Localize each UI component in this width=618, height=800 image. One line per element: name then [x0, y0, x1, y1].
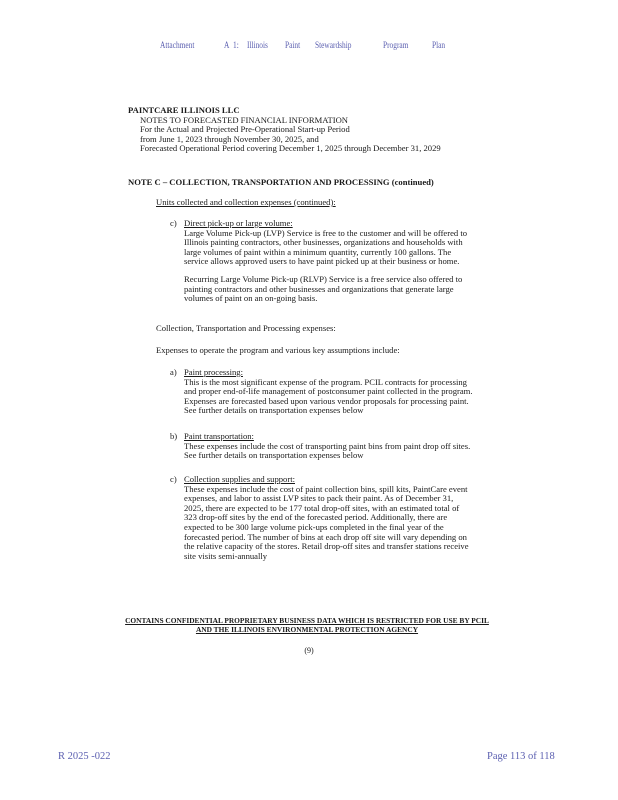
text-line: These expenses include the cost of paint collection bins, spill kits, PaintCare event	[184, 483, 468, 494]
text-line: These expenses include the cost of transporting paint bins from paint drop off sites.	[184, 440, 471, 451]
list-item-paint-processing	[170, 368, 490, 416]
text-line: volumes of paint on an on-going basis.	[184, 293, 318, 304]
company-name: PAINTCARE ILLINOIS LLC	[128, 105, 240, 115]
period-line-1: For the Actual and Projected Pre-Operational Start-up Period	[140, 124, 350, 135]
note-heading: NOTE C – COLLECTION, TRANSPORTATION AND PROCESSING (continued)	[128, 177, 434, 187]
text-line: expected to be 300 large volume pick-ups completed in the final year of the	[184, 521, 444, 532]
page-number: (9)	[304, 646, 314, 655]
text-line: See further details on transportation expenses below	[184, 450, 364, 461]
header-word: Paint	[285, 40, 301, 50]
expenses-intro: Expenses to operate the program and various key assumptions include:	[156, 345, 400, 355]
text-line: service allows approved users to have paint picked up at their business or home.	[184, 256, 460, 267]
list-item-collection-supplies	[170, 475, 490, 561]
text-line: This is the most significant expense of the program. PCIL contracts for processing	[184, 376, 467, 387]
item-title: Collection supplies and support:	[184, 474, 295, 484]
header-word: Stewardship	[315, 40, 352, 50]
header-word: Program	[383, 40, 409, 50]
list-marker: a)	[170, 367, 177, 377]
confidential-notice	[100, 616, 514, 635]
footer-page: Page 113 of 118	[487, 751, 555, 762]
list-marker: c)	[170, 474, 177, 484]
header-word: 1:	[233, 40, 239, 50]
header-word: Plan	[432, 40, 446, 50]
text-line: 2025, there are expected to be 177 total drop-off sites, with an estimated total of	[184, 502, 460, 513]
text-line: large volumes of paint within a minimum quantity, currently 100 gallons. The	[184, 246, 452, 257]
period-line-3: Forecasted Operational Period covering December 1, 2025 through December 31, 2029	[140, 143, 441, 154]
header-word: Attachment	[160, 40, 195, 50]
footer-docid: R 2025 -022	[58, 751, 111, 762]
title-block	[128, 106, 441, 154]
paragraph-rlvp	[184, 275, 490, 304]
item-title: Direct pick-up or large volume:	[184, 218, 293, 228]
text-line: 323 drop-off sites by the end of the forecasted period. Additionally, there are	[184, 512, 448, 523]
confidential-line-2: AND THE ILLINOIS ENVIRONMENTAL PROTECTION AGENCY	[195, 625, 419, 635]
header-word: A	[224, 40, 230, 50]
list-item-paint-transportation	[170, 432, 490, 461]
text-line: and proper end-of-life management of postconsumer paint collected in the program.	[184, 386, 473, 397]
item-title: Paint transportation:	[184, 431, 254, 441]
item-title: Paint processing:	[184, 367, 243, 377]
units-heading: Units collected and collection expenses (continued):	[156, 197, 336, 207]
period-line-2: from June 1, 2023 through November 30, 2025, and	[140, 133, 319, 144]
text-line: Expenses are forecasted based upon various vendor proposals for processing paint.	[184, 395, 469, 406]
list-item-direct-pickup	[170, 219, 490, 304]
header-word: Illinois	[247, 40, 268, 50]
confidential-line-1: CONTAINS CONFIDENTIAL PROPRIETARY BUSINESS DATA WHICH IS RESTRICTED FOR USE BY PCIL	[125, 616, 489, 625]
text-line: Illinois painting contractors, other businesses, organizations and households with	[184, 237, 463, 248]
text-line: painting contractors and other businesses and organizations that generate large	[184, 283, 454, 294]
notes-title: NOTES TO FORECASTED FINANCIAL INFORMATION	[140, 114, 349, 125]
text-line: expenses, and labor to assist LVP sites to pack their paint. As of December 31,	[184, 493, 454, 504]
text-line: site visits semi-annually	[184, 550, 268, 561]
text-line: the relative capacity of the stores. Retail drop-off sites and transfer stations receive	[184, 541, 469, 552]
ctp-heading: Collection, Transportation and Processing expenses:	[156, 323, 336, 333]
list-marker: b)	[170, 431, 178, 441]
text-line: Large Volume Pick-up (LVP) Service is free to the customer and will be offered to	[184, 227, 468, 238]
document-header	[0, 40, 618, 54]
text-line: Recurring Large Volume Pick-up (RLVP) Service is a free service also offered to	[184, 273, 463, 284]
text-line: See further details on transportation expenses below	[184, 405, 364, 416]
list-marker: c)	[170, 218, 177, 228]
paragraph-lvp	[184, 229, 490, 267]
text-line: forecasted period. The number of bins at each drop off site will vary depending on	[184, 531, 467, 542]
